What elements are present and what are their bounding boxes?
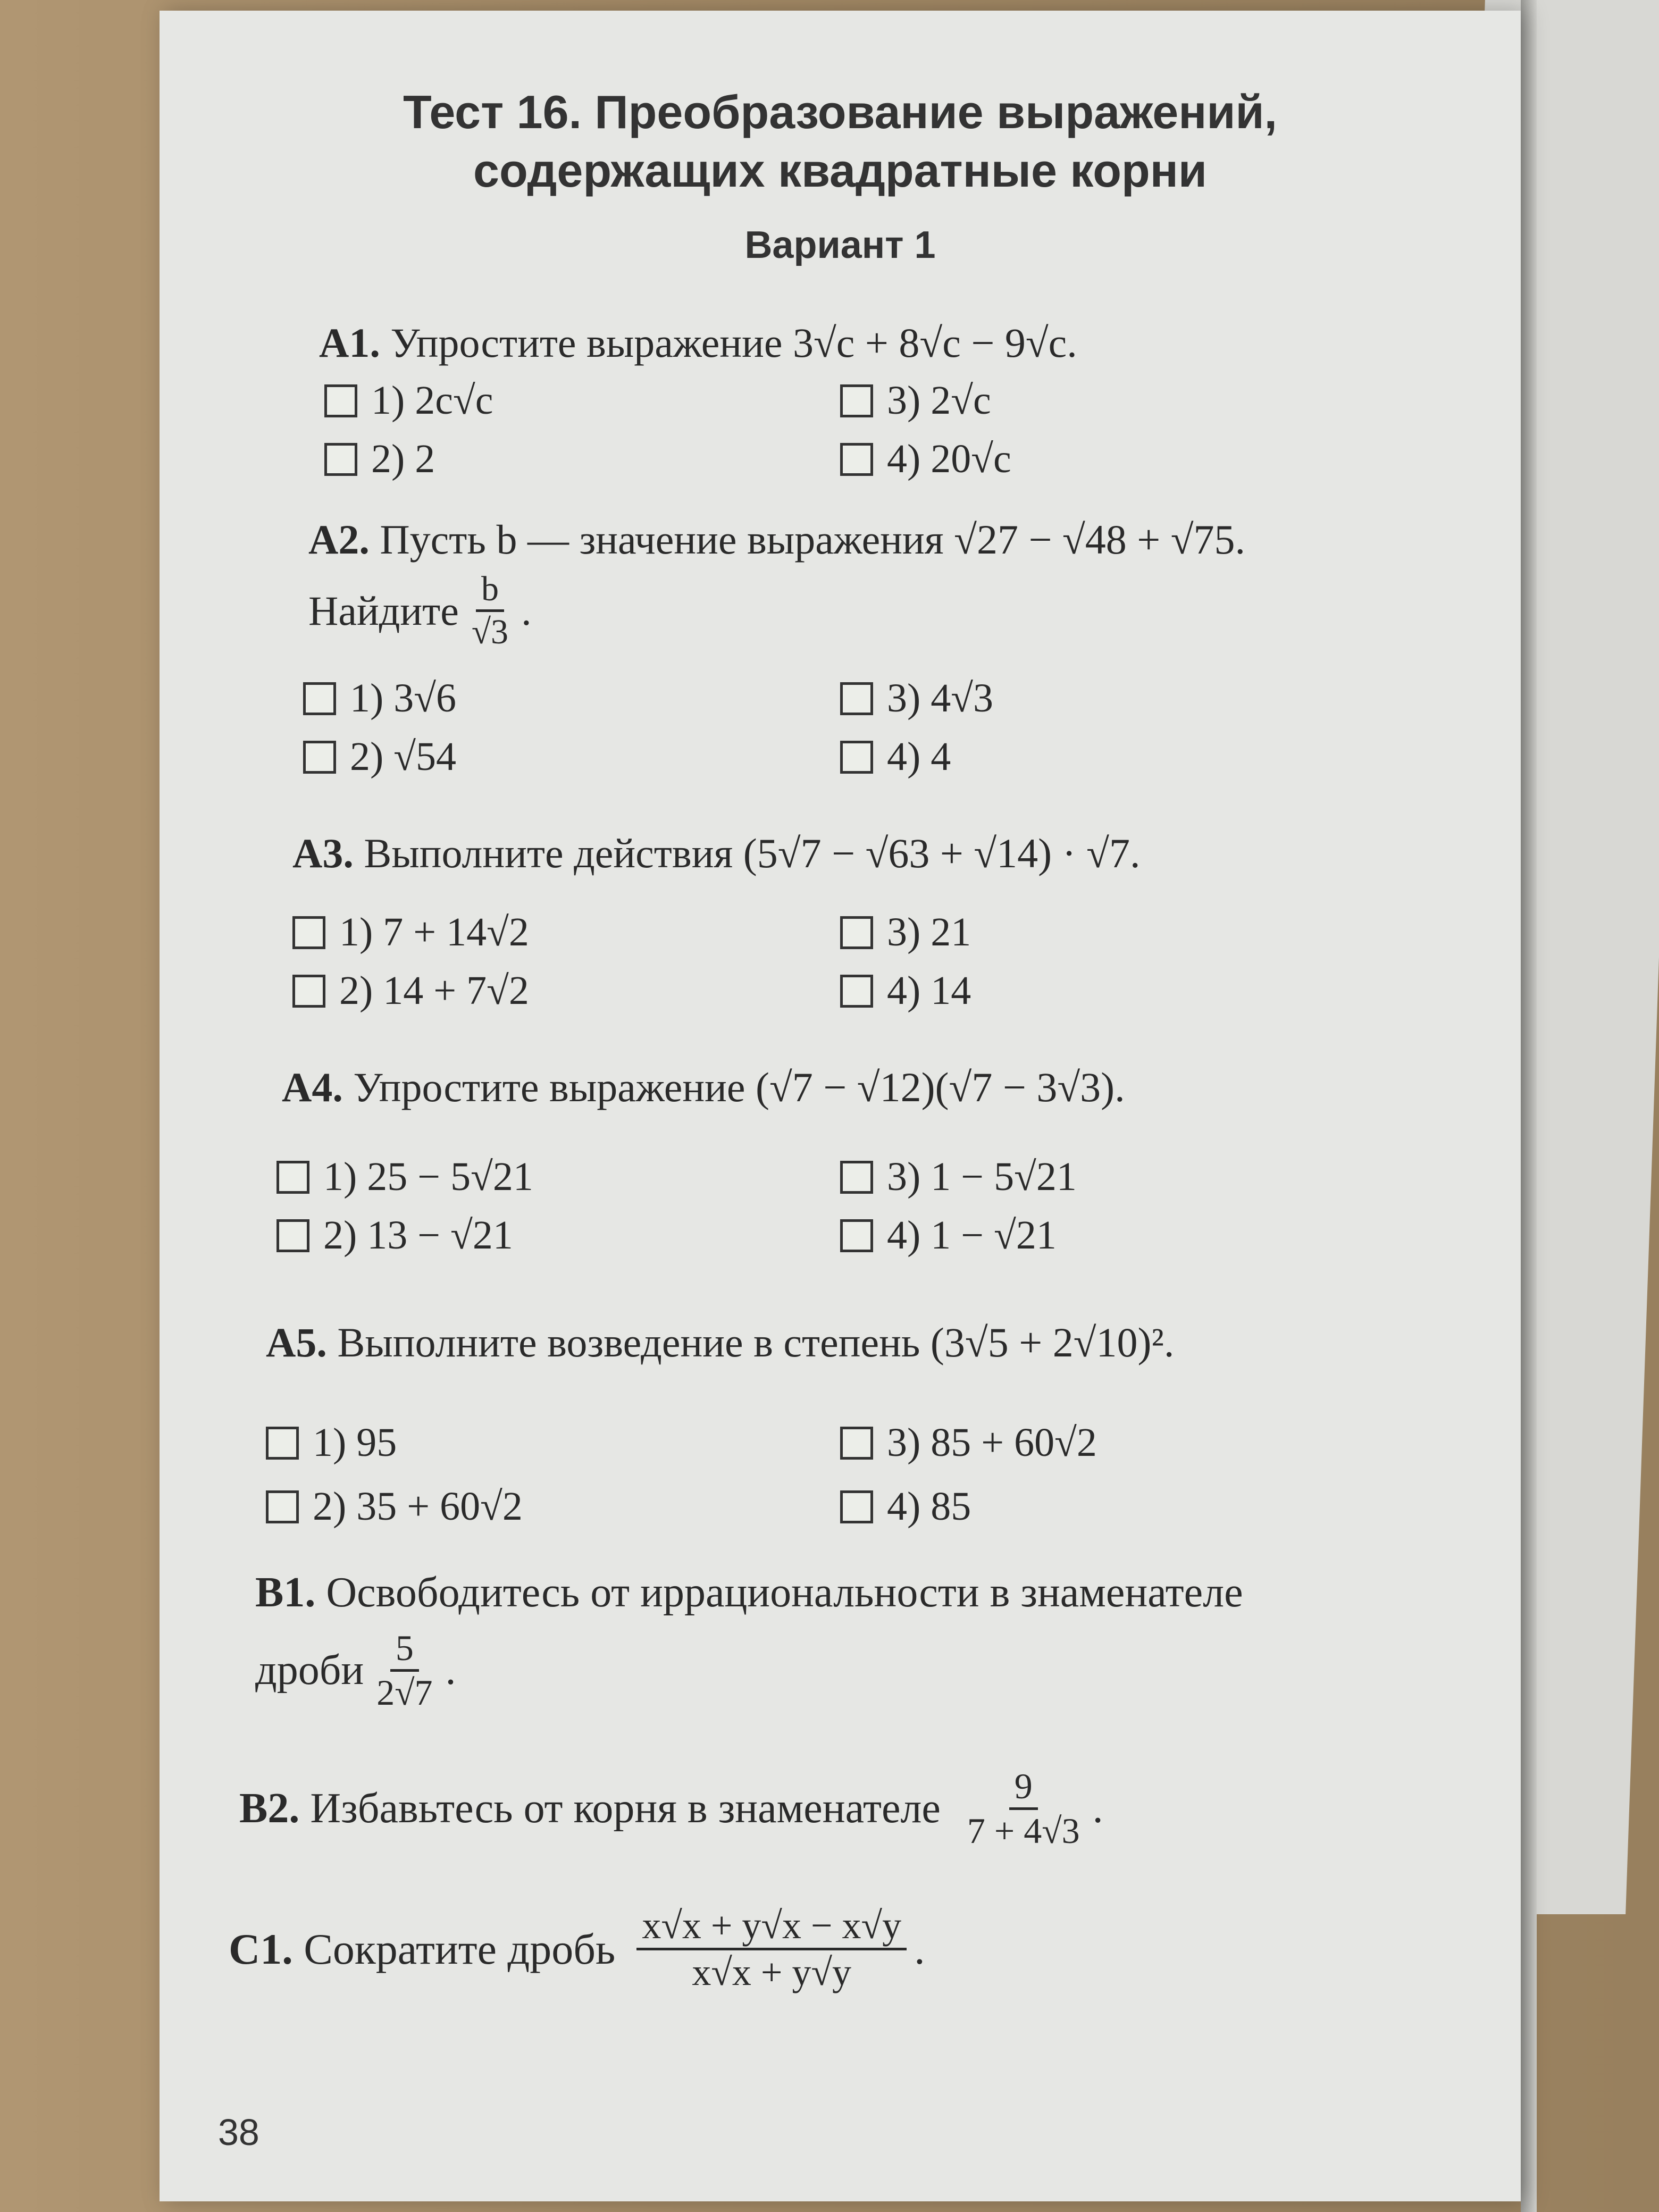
option-a2-1[interactable] [303,675,456,722]
option-a3-3[interactable] [840,909,971,956]
question-text: Упростите выражение (√7 − √12)(√7 − 3√3). [353,1064,1125,1110]
option-a4-1[interactable] [276,1154,533,1200]
fraction-numerator: 5 [390,1627,419,1672]
option-a1-3[interactable] [840,378,991,424]
question-text-cont: дроби [255,1647,364,1694]
question-b1 [255,1569,1243,1617]
fraction [962,1765,1085,1852]
option-a4-2[interactable] [276,1212,513,1259]
checkbox[interactable] [303,682,336,715]
fraction-numerator: 9 [1009,1765,1038,1810]
option-label: 2) √54 [350,734,457,779]
question-a3 [292,830,1140,877]
question-c1: С1. Сократите дробь $\frac{x√x + y√x - x√y}{x√x + y√y}$ . [229,1904,925,1993]
option-label: 4) 20√c [887,437,1011,481]
question-text: Пусть b — значение выражения √27 − √48 + √75. [380,516,1246,563]
option-a5-3[interactable] [840,1420,1097,1466]
question-label: А2. [308,516,370,563]
question-label: А4. [282,1064,343,1110]
option-label: 1) 25 − 5√21 [323,1154,533,1199]
option-a4-3[interactable] [840,1154,1077,1200]
option-label: 2) 2 [371,437,435,481]
checkbox[interactable] [292,975,325,1008]
checkbox[interactable] [276,1161,309,1194]
option-label: 4) 1 − √21 [887,1213,1057,1258]
question-text: Сократите дробь [304,1924,616,1973]
option-label: 2) 35 + 60√2 [313,1484,523,1529]
question-a2 [308,516,1245,564]
option-a4-4[interactable] [840,1212,1057,1259]
test-title-line2: содержащих квадратные корни [473,144,1207,197]
option-a2-2[interactable] [303,734,456,780]
question-label: А1. [319,320,380,366]
variant-heading: Вариант 1 [744,224,936,266]
checkbox[interactable] [266,1490,299,1523]
option-label: 2) 14 + 7√2 [339,968,529,1013]
question-text: Выполните возведение в степень (3√5 + 2√10)². [337,1319,1175,1365]
question-a2-find: Найдите $\frac{b}{√3}$ . [308,569,532,651]
checkbox[interactable] [840,916,873,949]
question-a4 [282,1063,1125,1111]
fraction-numerator: x√x + y√x − x√y [636,1904,907,1950]
option-a2-3[interactable] [840,675,993,722]
option-a1-4[interactable] [840,436,1011,482]
option-a3-1[interactable] [292,909,529,956]
option-label: 3) 85 + 60√2 [887,1420,1097,1465]
checkbox[interactable] [840,975,873,1008]
question-b1-fraction: дроби $\frac{5}{2√7}$ . [255,1628,456,1713]
option-a3-2[interactable] [292,968,529,1014]
option-label: 4) 14 [887,968,971,1013]
option-label: 3) 1 − 5√21 [887,1154,1077,1199]
fraction-denominator: 2√7 [376,1672,433,1713]
option-label: 4) 85 [887,1484,971,1529]
option-a2-4[interactable] [840,734,951,780]
option-label: 1) 3√6 [350,676,457,720]
question-label: В2. [239,1785,300,1832]
checkbox[interactable] [840,682,873,715]
textbook-page [160,11,1521,2201]
option-label: 3) 4√3 [887,676,994,720]
checkbox[interactable] [840,443,873,476]
checkbox[interactable] [840,384,873,417]
checkbox[interactable] [840,1490,873,1523]
checkbox[interactable] [276,1219,309,1252]
question-label: В1. [255,1569,316,1616]
fraction [636,1904,907,1995]
option-label: 3) 21 [887,910,971,954]
option-label: 2) 13 − √21 [323,1213,513,1258]
question-text: Выполните действия (5√7 − √63 + √14) · √7. [364,830,1141,876]
option-a1-2[interactable] [324,436,435,482]
question-text: Упростите выражение 3√c + 8√c − 9√c. [390,320,1077,366]
option-a5-1[interactable] [266,1420,397,1466]
option-label: 1) 95 [313,1420,397,1465]
checkbox[interactable] [324,384,357,417]
checkbox[interactable] [324,443,357,476]
fraction-denominator: √3 [471,613,509,651]
question-text: Избавьтесь от корня в знаменателе [310,1785,941,1832]
checkbox[interactable] [840,1161,873,1194]
option-a3-4[interactable] [840,968,971,1014]
question-text: Освободитесь от иррациональности в знаменателе [326,1569,1243,1616]
question-label: С1. [229,1924,293,1973]
option-label: 1) 2c√c [371,378,493,423]
find-text: Найдите [308,587,459,634]
fraction-numerator: b [476,569,504,612]
option-a1-1[interactable] [324,378,493,424]
question-b2: В2. Избавьтесь от корня в знаменателе $\frac{9}{7 + 4√3}$ . [239,1766,1103,1851]
fraction-denominator: x√x + y√y [692,1951,852,1993]
fraction [466,569,514,652]
question-a5 [266,1319,1174,1367]
option-a5-2[interactable] [266,1484,523,1530]
test-title-line1: Тест 16. Преобразование выражений, [403,86,1277,138]
checkbox[interactable] [303,741,336,774]
book-spine [1521,0,1537,2212]
option-label: 1) 7 + 14√2 [339,910,529,954]
option-a5-4[interactable] [840,1484,971,1530]
page-number: 38 [218,2112,259,2153]
checkbox[interactable] [266,1427,299,1460]
question-a1 [319,319,1077,367]
checkbox[interactable] [840,1427,873,1460]
checkbox[interactable] [840,1219,873,1252]
checkbox[interactable] [840,741,873,774]
checkbox[interactable] [292,916,325,949]
question-label: А3. [292,830,354,876]
option-label: 3) 2√c [887,378,991,423]
fraction-denominator: 7 + 4√3 [967,1811,1080,1851]
question-label: А5. [266,1319,327,1365]
option-label: 4) 4 [887,734,951,779]
fraction [371,1627,438,1714]
